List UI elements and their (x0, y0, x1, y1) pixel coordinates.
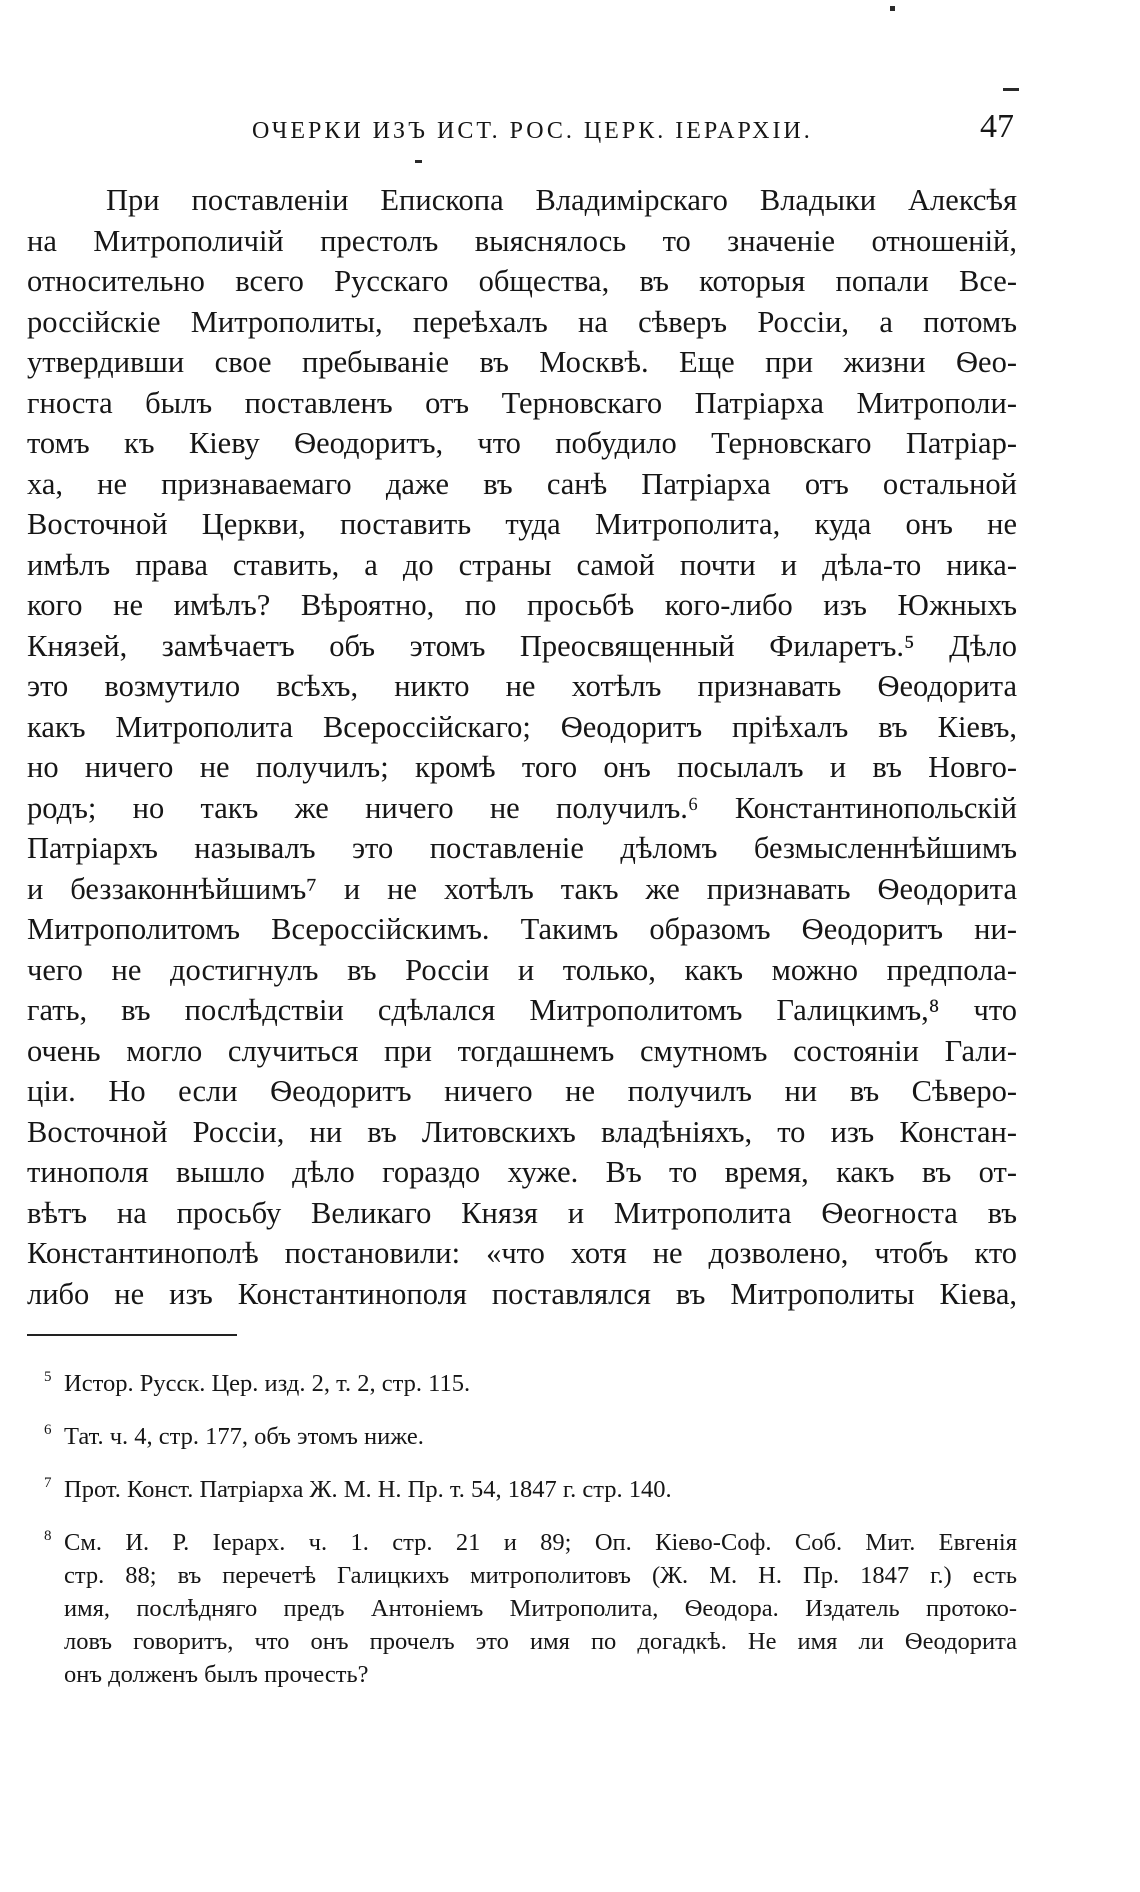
footnote-text: стр. 88; въ перечетѣ Галицкихъ митрополитовъ (Ж. М. Н. Пр. 1847 г.) есть (64, 1562, 1017, 1589)
footnote-mark: 7 (44, 1475, 52, 1491)
text-line: родъ; но такъ же ничего не получилъ.⁶ Константинопольскій (27, 790, 1017, 825)
text-line: либо не изъ Константинополя поставлялся въ Митрополиты Кіева, (27, 1276, 1017, 1311)
footnote-text: См. И. Р. Іерарх. ч. 1. стр. 21 и 89; Оп. Кіево-Соф. Соб. Мит. Евгенія (64, 1529, 1017, 1556)
footnote-8 (44, 1526, 1017, 1691)
text-line: утвердивши свое пребываніе въ Москвѣ. Еще при жизни Ѳео- (27, 345, 1017, 379)
text-line: относительно всего Русскаго общества, въ которыя попали Все- (27, 264, 1017, 298)
text-line: Восточной Россіи, ни въ Литовскихъ владѣніяхъ, то изъ Констан- (27, 1114, 1017, 1149)
text-line: Константинополѣ постановили: «что хотя не дозволено, чтобъ кто (27, 1236, 1017, 1270)
text-line: имѣлъ права ставить, а до страны самой почти и дѣла-то ника- (27, 547, 1017, 582)
text-line: очень могло случиться при тогдашнемъ смутномъ состояніи Гали- (27, 1033, 1017, 1068)
footnote-separator (27, 1334, 237, 1336)
text-line: на Митрополичій престолъ выяснялось то значеніе отношеній, (27, 223, 1017, 258)
text-line: Восточной Церкви, поставить туда Митрополита, куда онъ не (27, 507, 1017, 541)
text-line: какъ Митрополита Всероссійскаго; Ѳеодоритъ пріѣхалъ въ Кіевъ, (27, 709, 1017, 744)
footnote-mark: 8 (44, 1528, 52, 1544)
footnote-text: ловъ говоритъ, что онъ прочелъ это имя по догадкѣ. Не имя ли Ѳеодорита (64, 1628, 1017, 1655)
footnote-text: Тат. ч. 4, стр. 177, объ этомъ ниже. (64, 1423, 424, 1450)
body-paragraph (27, 180, 1017, 1314)
text-line: Митрополитомъ Всероссійскимъ. Такимъ образомъ Ѳеодоритъ ни- (27, 912, 1017, 946)
print-speck (890, 6, 895, 11)
footnote-text: онъ долженъ былъ прочесть? (64, 1661, 369, 1688)
text-line: тинополя вышло дѣло гораздо хуже. Въ то время, какъ въ от- (27, 1155, 1017, 1189)
text-line: кого не имѣлъ? Вѣроятно, по просьбѣ кого-либо изъ Южныхъ (27, 588, 1017, 622)
text-line: Князей, замѣчаетъ объ этомъ Преосвященный Филаретъ.⁵ Дѣло (27, 628, 1017, 663)
text-line: и беззаконнѣйшимъ⁷ и не хотѣлъ такъ же признавать Ѳеодорита (27, 871, 1017, 906)
text-line: Патріархъ называлъ это поставленіе дѣломъ безмысленнѣйшимъ (27, 831, 1017, 865)
text-line: гноста былъ поставленъ отъ Терновскаго Патріарха Митрополи- (27, 385, 1017, 420)
text-line: но ничего не получилъ; кромѣ того онъ посылалъ и въ Новго- (27, 750, 1017, 784)
print-speck (1003, 88, 1019, 91)
footnote-mark: 5 (44, 1369, 52, 1385)
footnote-5 (44, 1367, 1017, 1400)
print-speck (415, 160, 422, 163)
text-line: ха, не признаваемаго даже въ санѣ Патріарха отъ остальной (27, 466, 1017, 501)
footnote-text: имя, послѣдняго предъ Антоніемъ Митрополита, Ѳеодора. Издатель протоко- (64, 1595, 1017, 1622)
text-line: гать, въ послѣдствіи сдѣлался Митрополитомъ Галицкимъ,⁸ что (27, 993, 1017, 1027)
text-line: это возмутило всѣхъ, никто не хотѣлъ признавать Ѳеодорита (27, 669, 1017, 703)
text-line: томъ къ Кіеву Ѳеодоритъ, что побудило Терновскаго Патріар- (27, 426, 1017, 460)
footnote-6 (44, 1420, 1017, 1453)
text-line: При поставленіи Епископа Владимірскаго Владыки Алексѣя (106, 183, 1017, 217)
page-number: 47 (980, 108, 1014, 145)
footnotes (44, 1367, 1017, 1711)
text-line: вѣтъ на просьбу Великаго Князя и Митрополита Ѳеогноста въ (27, 1195, 1017, 1230)
footnote-text: Прот. Конст. Патріарха Ж. М. Н. Пр. т. 54, 1847 г. стр. 140. (64, 1476, 672, 1503)
text-line: россійскіе Митрополиты, переѣхалъ на сѣверъ Россіи, а потомъ (27, 304, 1017, 339)
running-title: ОЧЕРКИ ИЗЪ ИСТ. РОС. ЦЕРК. ІЕРАРХІИ. (252, 118, 813, 144)
footnote-7 (44, 1473, 1017, 1506)
footnote-mark: 6 (44, 1422, 52, 1438)
text-line: чего не достигнулъ въ Россіи и только, какъ можно предпола- (27, 952, 1017, 987)
footnote-text: Истор. Русск. Цер. изд. 2, т. 2, стр. 115. (64, 1370, 471, 1397)
text-line: ціи. Но если Ѳеодоритъ ничего не получилъ ни въ Сѣверо- (27, 1074, 1017, 1108)
